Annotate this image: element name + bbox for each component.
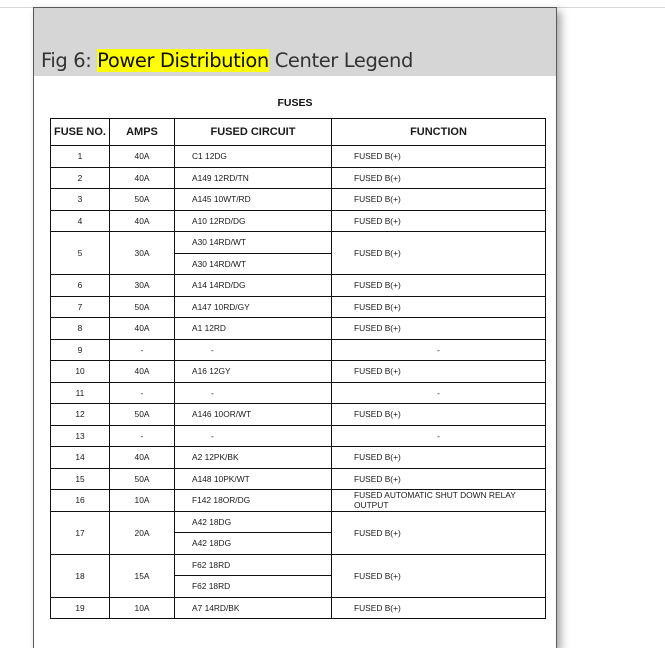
function-cell: FUSED B(+) — [332, 447, 546, 469]
amps-cell: 50A — [110, 468, 175, 490]
function-cell: FUSED B(+) — [332, 318, 546, 340]
amps-cell: - — [110, 339, 175, 361]
figure-title — [41, 49, 413, 72]
table-row — [51, 275, 546, 297]
fused-circuit-cell: - — [175, 339, 332, 361]
amps-cell: 30A — [110, 275, 175, 297]
function-cell: FUSED B(+) — [332, 361, 546, 383]
fused-circuit-cell: F62 18RD — [175, 554, 332, 576]
fused-circuit-cell: A7 14RD/BK — [175, 597, 332, 619]
fuse-number-cell: 9 — [51, 339, 110, 361]
fuse-number-cell: 6 — [51, 275, 110, 297]
fused-circuit-cell: A146 10OR/WT — [175, 404, 332, 426]
fuse-number-cell: 7 — [51, 296, 110, 318]
fused-circuit-cell: A10 12RD/DG — [175, 210, 332, 232]
function-cell: - — [332, 339, 546, 361]
figure-title-suffix: Center Legend — [268, 49, 413, 72]
table-row — [51, 189, 546, 211]
table-row — [51, 425, 546, 447]
function-cell: FUSED B(+) — [332, 468, 546, 490]
amps-cell: 40A — [110, 447, 175, 469]
amps-cell: 30A — [110, 232, 175, 275]
fuse-number-cell: 16 — [51, 490, 110, 512]
fused-circuit-cell: F142 18OR/DG — [175, 490, 332, 512]
fuse-number-cell: 2 — [51, 167, 110, 189]
table-row — [51, 490, 546, 512]
fuse-number-cell: 10 — [51, 361, 110, 383]
fused-circuit-cell: - — [175, 382, 332, 404]
fuse-number-cell: 8 — [51, 318, 110, 340]
fused-circuit-cell: A2 12PK/BK — [175, 447, 332, 469]
fused-circuit-cell: A42 18DG — [175, 511, 332, 533]
amps-cell: 50A — [110, 404, 175, 426]
table-header-row — [51, 119, 546, 146]
amps-cell: - — [110, 382, 175, 404]
table-row — [51, 296, 546, 318]
table-row — [51, 146, 546, 168]
amps-cell: 20A — [110, 511, 175, 554]
amps-cell: 40A — [110, 318, 175, 340]
fused-circuit-cell: A30 14RD/WT — [175, 232, 332, 254]
fused-circuit-cell: A42 18DG — [175, 533, 332, 555]
table-title: FUSES — [277, 97, 313, 109]
fused-circuit-cell: A147 10RD/GY — [175, 296, 332, 318]
header-fuse-no: FUSE NO. — [51, 119, 110, 146]
amps-cell: 40A — [110, 210, 175, 232]
amps-cell: 40A — [110, 167, 175, 189]
table-row — [51, 404, 546, 426]
header-amps: AMPS — [110, 119, 175, 146]
fuse-number-cell: 18 — [51, 554, 110, 597]
fuse-number-cell: 17 — [51, 511, 110, 554]
function-cell: FUSED B(+) — [332, 210, 546, 232]
function-cell: FUSED B(+) — [332, 232, 546, 275]
fused-circuit-cell: A1 12RD — [175, 318, 332, 340]
function-cell: FUSED B(+) — [332, 404, 546, 426]
function-cell: FUSED B(+) — [332, 167, 546, 189]
fused-circuit-cell: F62 18RD — [175, 576, 332, 598]
fused-circuit-cell: A145 10WT/RD — [175, 189, 332, 211]
table-row — [51, 210, 546, 232]
fused-circuit-cell: A148 10PK/WT — [175, 468, 332, 490]
table-row — [51, 232, 546, 254]
function-cell: FUSED B(+) — [332, 189, 546, 211]
fuse-number-cell: 3 — [51, 189, 110, 211]
function-cell: - — [332, 382, 546, 404]
amps-cell: 15A — [110, 554, 175, 597]
fuse-number-cell: 15 — [51, 468, 110, 490]
figure-header — [34, 8, 556, 76]
fused-circuit-cell: A30 14RD/WT — [175, 253, 332, 275]
amps-cell: 50A — [110, 296, 175, 318]
fuse-number-cell: 5 — [51, 232, 110, 275]
table-row — [51, 167, 546, 189]
table-row — [51, 554, 546, 576]
table-row — [51, 468, 546, 490]
fuse-number-cell: 4 — [51, 210, 110, 232]
amps-cell: 40A — [110, 146, 175, 168]
amps-cell: 50A — [110, 189, 175, 211]
function-cell: FUSED B(+) — [332, 275, 546, 297]
fuse-number-cell: 13 — [51, 425, 110, 447]
table-row — [51, 447, 546, 469]
fuse-number-cell: 1 — [51, 146, 110, 168]
amps-cell: 10A — [110, 597, 175, 619]
fused-circuit-cell: - — [175, 425, 332, 447]
fused-circuit-cell: A14 14RD/DG — [175, 275, 332, 297]
table-body — [51, 146, 546, 619]
header-fused-circuit: FUSED CIRCUIT — [175, 119, 332, 146]
function-cell: FUSED B(+) — [332, 511, 546, 554]
amps-cell: 40A — [110, 361, 175, 383]
function-cell: FUSED AUTOMATIC SHUT DOWN RELAY OUTPUT — [332, 490, 546, 512]
figure-panel — [33, 7, 557, 648]
function-cell: FUSED B(+) — [332, 597, 546, 619]
function-cell: - — [332, 425, 546, 447]
fuse-number-cell: 11 — [51, 382, 110, 404]
fused-circuit-cell: C1 12DG — [175, 146, 332, 168]
table-row — [51, 511, 546, 533]
fuse-number-cell: 12 — [51, 404, 110, 426]
figure-title-prefix: Fig 6: — [41, 49, 98, 72]
amps-cell: - — [110, 425, 175, 447]
fused-circuit-cell: A16 12GY — [175, 361, 332, 383]
fused-circuit-cell: A149 12RD/TN — [175, 167, 332, 189]
table-row — [51, 597, 546, 619]
function-cell: FUSED B(+) — [332, 554, 546, 597]
fuse-number-cell: 19 — [51, 597, 110, 619]
table-row — [51, 339, 546, 361]
amps-cell: 10A — [110, 490, 175, 512]
table-row — [51, 318, 546, 340]
header-function: FUNCTION — [332, 119, 546, 146]
fuse-number-cell: 14 — [51, 447, 110, 469]
figure-title-highlight: Power Distribution — [97, 49, 269, 72]
function-cell: FUSED B(+) — [332, 146, 546, 168]
fuse-table — [50, 118, 546, 619]
table-row — [51, 361, 546, 383]
table-row — [51, 382, 546, 404]
function-cell: FUSED B(+) — [332, 296, 546, 318]
